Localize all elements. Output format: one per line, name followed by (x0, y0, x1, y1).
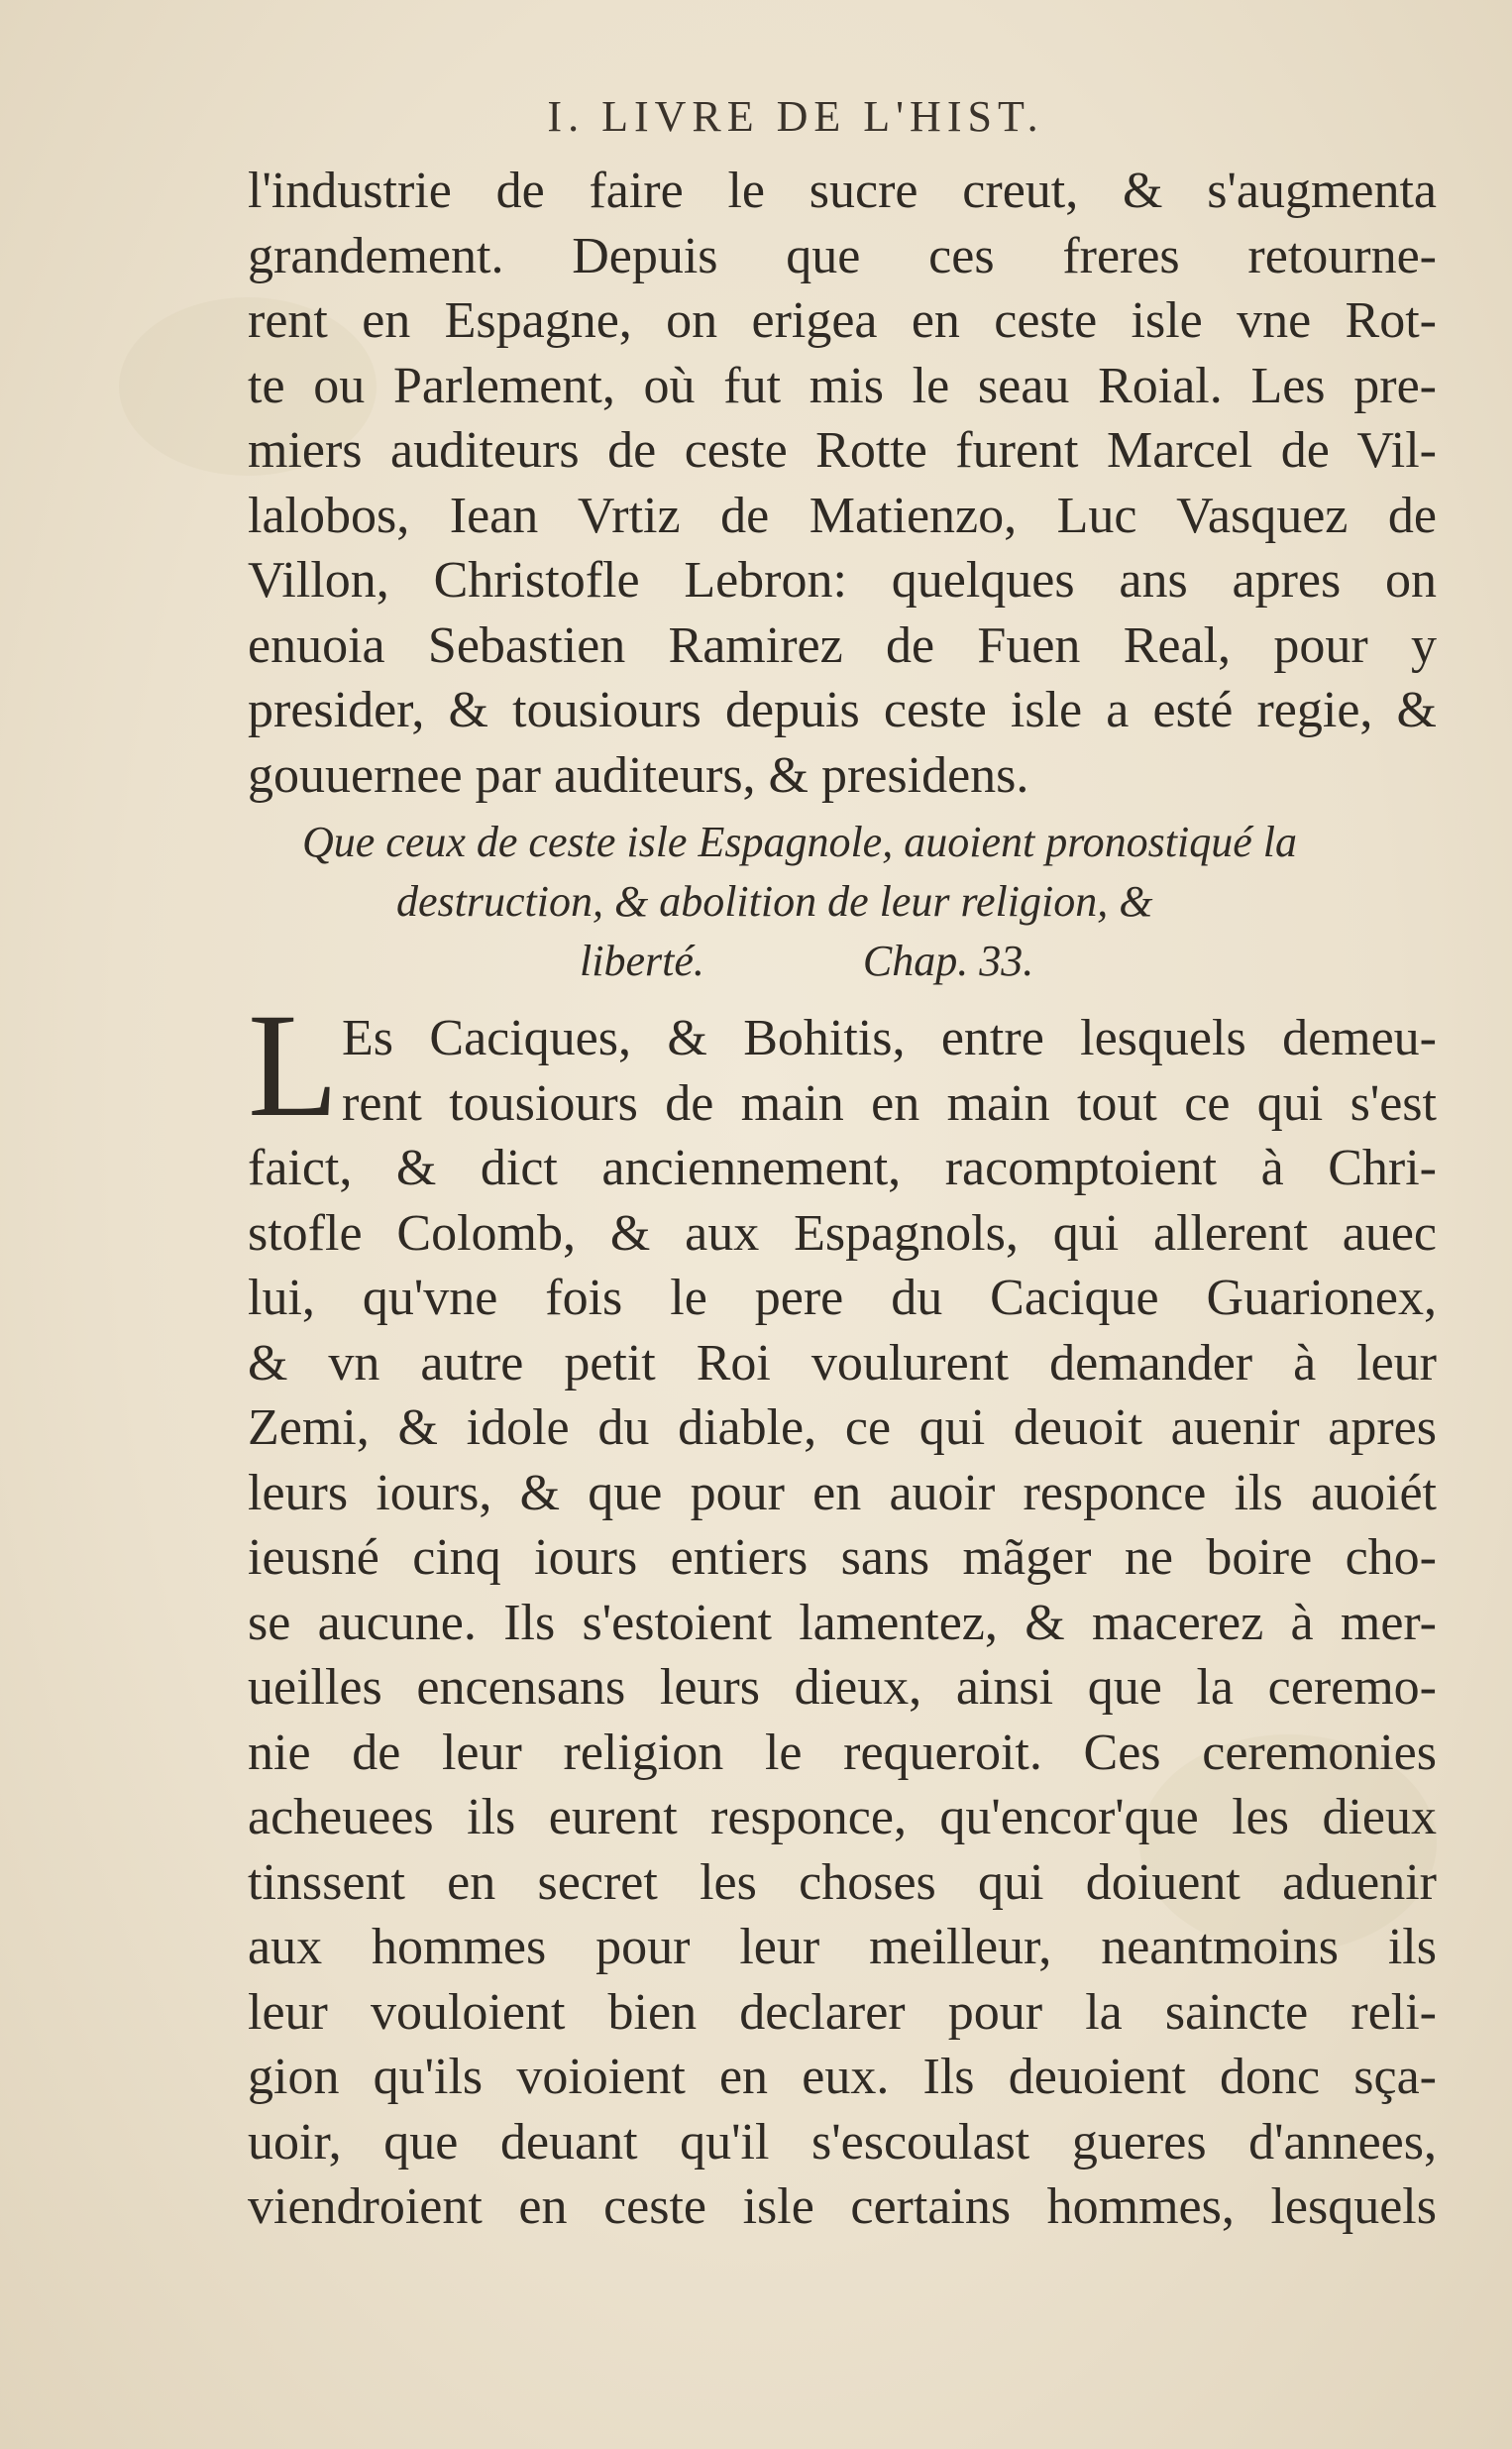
text-line: rent en Espagne, on erigea en ceste isle vne Rot- (248, 292, 1437, 349)
text-line: aux hommes pour leur meilleur, neantmoins ils (248, 1919, 1437, 1975)
heading-line (248, 932, 1437, 991)
text-line: Es Caciques, & Bohitis, entre lesquels demeu- (342, 1010, 1437, 1066)
heading-line: destruction, & abolition de leur religion, & (396, 877, 1153, 926)
text-line: enuoia Sebastien Ramirez de Fuen Real, pour y (248, 616, 1437, 674)
paragraph-2 (248, 1006, 1437, 2240)
text-line: ieusné cinq iours entiers sans mãger ne boire cho- (248, 1529, 1437, 1586)
text-line: Villon, Christofle Lebron: quelques ans apres on (248, 552, 1437, 609)
heading-liberte: liberté. (580, 937, 704, 985)
text-line: se aucune. Ils s'estoient lamentez, & macerez à mer- (248, 1594, 1437, 1651)
text-line: uoir, que deuant qu'il s'escoulast gueres d'annees, (248, 2113, 1437, 2171)
text-line: acheuees ils eurent responce, qu'encor'que les dieux (248, 1789, 1437, 1845)
text-line: miers auditeurs de ceste Rotte furent Marcel de Vil- (248, 422, 1437, 479)
text-line: ueilles encensans leurs dieux, ainsi que la ceremo- (248, 1659, 1437, 1716)
text-line: lui, qu'vne fois le pere du Cacique Guarionex, (248, 1270, 1437, 1326)
text-line: leurs iours, & que pour en auoir responce ils auoiét (248, 1464, 1437, 1521)
text-line: faict, & dict anciennement, racomptoient à Chri- (248, 1140, 1437, 1196)
text-line: gion qu'ils voioient en eux. Ils deuoient donc sça- (248, 2049, 1437, 2105)
text-line: viendroient en ceste isle certains hommes, lesquels (248, 2178, 1437, 2235)
text-line: gouuernee par auditeurs, & presidens. (248, 746, 1029, 804)
text-line: tinssent en secret les choses qui doiuent aduenir (248, 1853, 1437, 1911)
chapter-heading (248, 813, 1437, 991)
text-line: stofle Colomb, & aux Espagnols, qui allerent auec (248, 1204, 1437, 1262)
text-line: leur vouloient bien declarer pour la saincte reli- (248, 1983, 1437, 2041)
chapter-number: Chap. 33. (862, 937, 1034, 985)
text-line: Zemi, & idole du diable, ce qui deuoit auenir apres (248, 1399, 1437, 1456)
heading-line: Que ceux de ceste isle Espagnole, auoient pronostiqué la (302, 818, 1298, 866)
text-line: presider, & tousiours depuis ceste isle a esté regie, & (248, 682, 1437, 738)
text-line: nie de leur religion le requeroit. Ces ceremonies (248, 1724, 1437, 1781)
paragraph-1 (248, 159, 1437, 808)
text-line: & vn autre petit Roi voulurent demander à leur (248, 1334, 1437, 1391)
text-line: l'industrie de faire le sucre creut, & s'augmenta (248, 163, 1437, 219)
text-line: grandement. Depuis que ces freres retourne- (248, 227, 1437, 284)
running-head: I. LIVRE DE L'HIST. (547, 92, 1044, 141)
text-line: lalobos, Iean Vrtiz de Matienzo, Luc Vasquez de (248, 487, 1437, 544)
text-line: rent tousiours de main en main tout ce qui s'est (342, 1074, 1437, 1132)
text-line: te ou Parlement, où fut mis le seau Roial. Les pre- (248, 357, 1437, 414)
drop-cap-letter: L (248, 983, 339, 1148)
